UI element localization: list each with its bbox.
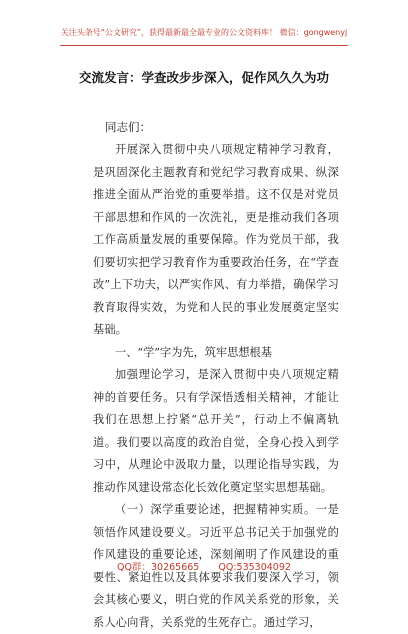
footer-qq: QQ:535304092 — [218, 562, 291, 573]
greeting: 同志们： — [105, 120, 151, 134]
document-title: 交流发言：学查改步步深入，促作风久久为功 — [78, 70, 329, 85]
footer-qq-group: QQ群：30265665 — [117, 562, 200, 573]
header-promo-text: 关注头条号“公文研究”，获得最新最全最专业的公文资料库！ 微信：gongwenyj — [60, 28, 348, 37]
paragraph: 开展深入贯彻中央八项规定精神学习教育，是巩固深化主题教育和党纪学习教育成果、纵深推进全面从严治党的重要举措。这不仅是对党员干部思想和作风的一次洗礼，更是推动我们各项工作高质量发展的重要保障。作为党员干部，我们要切实把学习教育作为重要政治任务，在“学查改”上下功夫，以严实作风、有力举措，确保学习教育取得实效，为党和人民的事业发展奠定坚实基础。 — [93, 143, 339, 336]
page-footer — [0, 559, 408, 573]
document-body — [93, 119, 339, 634]
header-divider — [60, 45, 348, 46]
paragraph: （一）深学重要论述，把握精神实质。一是领悟作风建设要义。习近平总书记关于加强党的作风建设的重要论述，深刻阐明了作风建设的重要性、紧迫性以及具体要求我们要深入学习，领会其核心要义，明白党的作风关系党的形象，关系人心向背，关系党的生死存亡。通过学习， — [93, 503, 339, 629]
page-header — [0, 0, 408, 52]
section-heading: 一、“学”字为先，筑牢思想根基 — [115, 345, 272, 359]
paragraph: 加强理论学习，是深入贯彻中央八项规定精神的首要任务。只有学深悟透相关精神，才能让我们在思想上拧紧“总开关”，行动上不偏离轨道。我们要以高度的政治自觉，全身心投入到学习中，从理论中汲取力量，以理论指导实践，为推动作风建设常态化长效化奠定坚实思想基础。 — [93, 368, 339, 494]
